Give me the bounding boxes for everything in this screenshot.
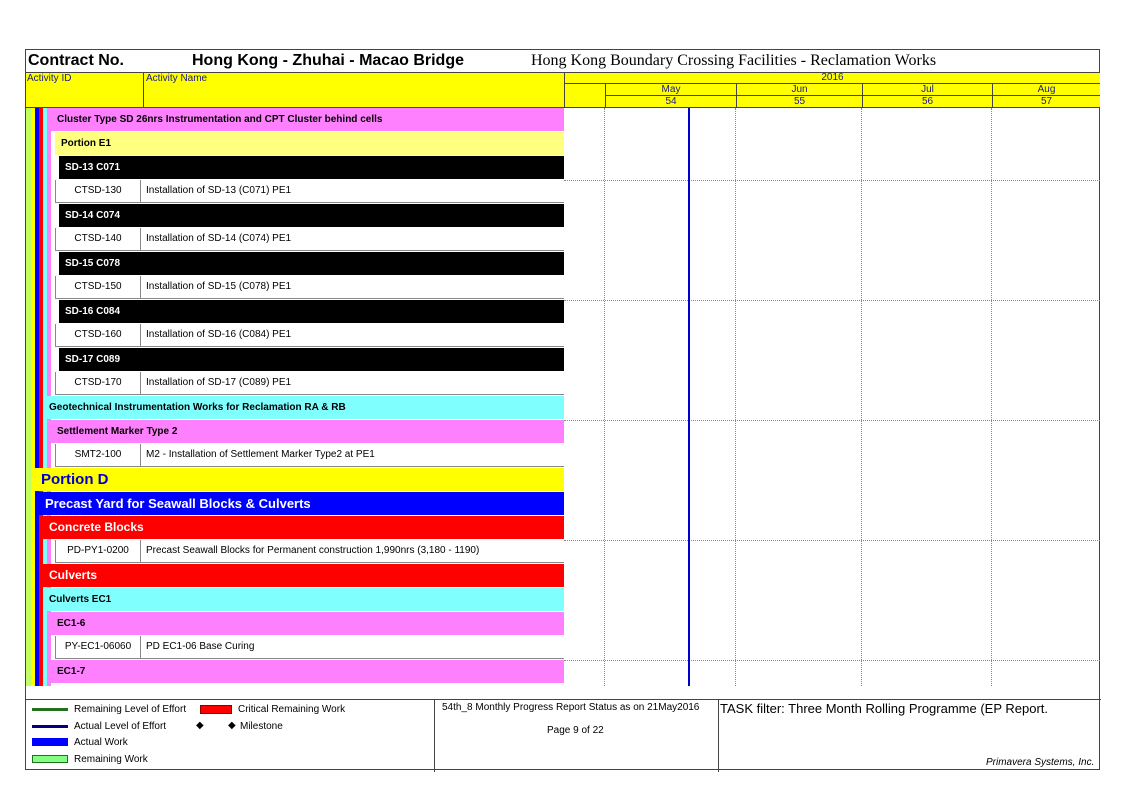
activity-cells <box>55 372 564 395</box>
legend-footer <box>26 699 1101 772</box>
month-num-jul: 56 <box>862 96 992 108</box>
timescale-header <box>564 72 1100 108</box>
legend-remaining-work: Remaining Work <box>74 754 148 765</box>
gridline <box>861 108 862 686</box>
col-activity-id: Activity ID <box>27 73 72 84</box>
data-date-line <box>688 108 690 686</box>
gridline <box>564 180 1100 181</box>
project-title: Hong Kong - Zhuhai - Macao Bridge <box>192 52 464 69</box>
group-label: Geotechnical Instrumentation Works for Reclamation RA & RB <box>49 402 346 413</box>
activity-row <box>26 540 564 564</box>
activity-row <box>26 276 564 300</box>
group-row <box>26 612 564 636</box>
group-band <box>59 300 564 323</box>
status-box <box>434 700 719 772</box>
report-frame <box>25 49 1100 770</box>
group-band <box>35 468 564 491</box>
group-label: Precast Yard for Seawall Blocks & Culverts <box>45 496 311 511</box>
contract-label: Contract No. <box>28 52 124 69</box>
activity-id: CTSD-170 <box>56 372 141 394</box>
group-row <box>26 492 564 516</box>
activity-cells <box>55 540 564 563</box>
legend-milestone: Milestone <box>240 721 283 732</box>
gridline <box>564 660 1100 661</box>
group-row <box>26 588 564 612</box>
gridline <box>991 108 992 686</box>
gridline <box>735 108 736 686</box>
group-label: EC1-7 <box>57 666 86 677</box>
month-num-jun: 55 <box>736 96 862 108</box>
group-row <box>26 132 564 156</box>
group-band <box>43 564 564 587</box>
group-label: Portion D <box>41 471 109 488</box>
report-subtitle: Hong Kong Boundary Crossing Facilities - Reclamation Works <box>531 52 937 69</box>
group-label: Concrete Blocks <box>49 520 144 534</box>
activity-name: Installation of SD-15 (C078) PE1 <box>146 281 292 292</box>
month-aug: Aug <box>992 84 1100 96</box>
legend-actual-work: Actual Work <box>74 737 128 748</box>
activity-name: Installation of SD-17 (C089) PE1 <box>146 377 292 388</box>
milestone-icon: ◆ <box>228 720 236 731</box>
group-label: Settlement Marker Type 2 <box>57 426 178 437</box>
remaining-work-swatch <box>32 755 68 763</box>
group-label: SD-15 C078 <box>65 258 121 269</box>
legend-critical-remaining: Critical Remaining Work <box>238 704 346 715</box>
milestone-icon: ◆ <box>196 720 204 731</box>
group-row <box>26 468 564 492</box>
group-label: Portion E1 <box>61 138 112 149</box>
group-label: SD-13 C071 <box>65 162 121 173</box>
activity-name: M2 - Installation of Settlement Marker Type2 at PE1 <box>146 449 375 460</box>
gridline <box>564 420 1100 421</box>
group-row <box>26 564 564 588</box>
gridline <box>564 540 1100 541</box>
gridline <box>604 108 605 686</box>
group-band <box>51 660 564 683</box>
group-band <box>55 132 564 155</box>
month-jun: Jun <box>736 84 862 96</box>
group-band <box>43 588 564 611</box>
activity-name: Installation of SD-16 (C084) PE1 <box>146 329 292 340</box>
activity-row <box>26 324 564 348</box>
remaining-loe-swatch <box>32 708 68 711</box>
group-row <box>26 156 564 180</box>
activity-row <box>26 180 564 204</box>
activity-cells <box>55 444 564 467</box>
group-band <box>59 348 564 371</box>
col-activity-name: Activity Name <box>143 73 207 108</box>
month-jul: Jul <box>862 84 992 96</box>
group-label: Culverts EC1 <box>49 594 112 605</box>
activity-cells <box>55 324 564 347</box>
group-label: SD-16 C084 <box>65 306 121 317</box>
activity-name: Precast Seawall Blocks for Permanent construction 1,990nrs (3,180 - 1190) <box>146 545 480 556</box>
group-band <box>59 252 564 275</box>
group-label: Cluster Type SD 26nrs Instrumentation and CPT Cluster behind cells <box>57 114 383 125</box>
gridline <box>564 300 1100 301</box>
activity-id: SMT2-100 <box>56 444 141 466</box>
activity-id: CTSD-150 <box>56 276 141 298</box>
activity-row <box>26 444 564 468</box>
group-band <box>59 156 564 179</box>
group-row <box>26 300 564 324</box>
activity-id: PY-EC1-06060 <box>56 636 141 658</box>
page-number: Page 9 of 22 <box>547 725 604 736</box>
status-text: 54th_8 Monthly Progress Report Status as on 21May2016 <box>442 702 700 713</box>
filter-text: TASK filter: Three Month Rolling Programme (EP Report. <box>720 701 1049 716</box>
activity-row <box>26 228 564 252</box>
group-band <box>51 612 564 635</box>
activity-row <box>26 372 564 396</box>
activity-cells <box>55 228 564 251</box>
group-band <box>59 204 564 227</box>
group-row <box>26 420 564 444</box>
activity-cells <box>55 636 564 659</box>
group-label: EC1-6 <box>57 618 86 629</box>
activity-name: Installation of SD-13 (C071) PE1 <box>146 185 292 196</box>
month-num-aug: 57 <box>992 96 1100 108</box>
group-row <box>26 516 564 540</box>
activity-row <box>26 636 564 660</box>
group-row <box>26 252 564 276</box>
activity-id: CTSD-140 <box>56 228 141 250</box>
month-may: May <box>605 84 736 96</box>
legend-actual-loe: Actual Level of Effort <box>74 721 167 732</box>
vendor-label: Primavera Systems, Inc. <box>986 757 1095 768</box>
activity-name: PD EC1-06 Base Curing <box>146 641 255 652</box>
activity-id: PD-PY1-0200 <box>56 540 141 562</box>
actual-loe-swatch <box>32 725 68 728</box>
critical-remaining-swatch <box>200 705 232 714</box>
group-label: Culverts <box>49 568 98 582</box>
group-row <box>26 348 564 372</box>
activity-cells <box>55 276 564 299</box>
year-label: 2016 <box>565 72 1100 84</box>
group-row <box>26 204 564 228</box>
legend-remaining-loe: Remaining Level of Effort <box>74 704 187 715</box>
group-label: SD-17 C089 <box>65 354 121 365</box>
activity-id: CTSD-160 <box>56 324 141 346</box>
group-row <box>26 108 564 132</box>
activity-id: CTSD-130 <box>56 180 141 202</box>
group-row <box>26 396 564 420</box>
activity-name: Installation of SD-14 (C074) PE1 <box>146 233 292 244</box>
group-row <box>26 660 564 684</box>
group-label: SD-14 C074 <box>65 210 121 221</box>
activity-cells <box>55 180 564 203</box>
actual-work-swatch <box>32 738 68 746</box>
month-num-may: 54 <box>605 96 736 108</box>
